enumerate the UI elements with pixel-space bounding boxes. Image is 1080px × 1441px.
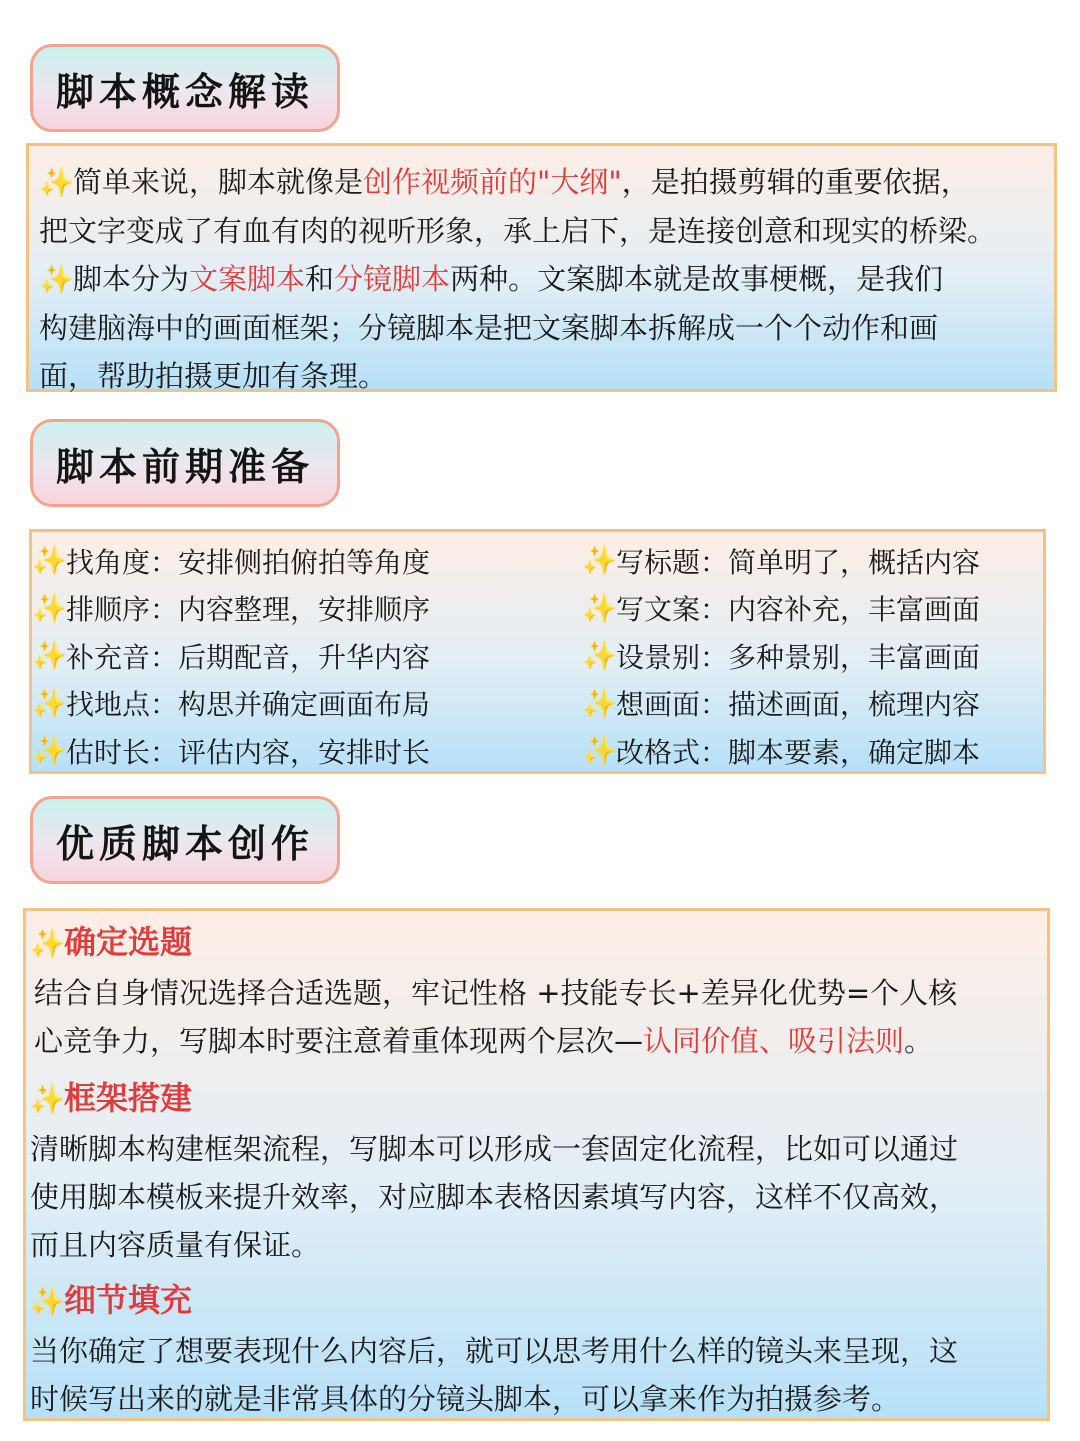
topic-line-2: 心竞争力，写脚本时要注意着重体现两个层次—认同价值、吸引法则。 [34,1024,934,1058]
concept-paragraph-1: ✨简单来说，脚本就像是创作视频前的"大纲"，是拍摄剪辑的重要依据， [39,158,1054,207]
section-title-text: 脚本前期准备 [55,444,314,489]
subheading-details: ✨细节填充 [30,1275,1047,1327]
sparkle-icon: ✨ [32,591,67,625]
list-item: ✨ 写文案：内容补充，丰富画面 [582,591,981,627]
preparation-box [29,529,1046,774]
sparkle-icon: ✨ [39,166,74,199]
sparkle-icon: ✨ [32,686,67,720]
list-item: ✨ 改格式：脚本要素，确定脚本 [582,734,981,769]
sparkle-icon: ✨ [32,544,67,578]
concept-paragraph-2-line2: 构建脑海中的画面框架；分镜脚本是把文案脚本拆解成一个个动作和画 [39,311,939,345]
list-item: ✨ 设景别：多种景别，丰富画面 [582,639,981,674]
list-item: ✨ 补充音：后期配音，升华内容 [32,639,431,674]
sparkle-icon: ✨ [30,927,65,960]
section-title-creation [30,796,340,884]
list-item: ✨ 排顺序：内容整理，安排顺序 [32,591,431,627]
list-item: ✨ 估时长：评估内容，安排时长 [32,734,431,769]
concept-paragraph-2-line3: 面，帮助拍摄更加有条理。 [39,359,388,393]
topic-line-1: 结合自身情况选择合适选题，牢记性格 +技能专长+差异化优势=个人核 [34,976,958,1010]
subheading-framework: ✨框架搭建 [30,1073,1047,1125]
sparkle-icon: ✨ [582,544,617,578]
details-line-2: 时候写出来的就是非常具体的分镜头脚本，可以拿来作为拍摄参考。 [30,1382,901,1416]
highlight-text: 创作视频前的"大纲" [363,165,622,199]
framework-line-1: 清晰脚本构建框架流程，写脚本可以形成一套固定化流程，比如可以通过 [30,1132,959,1166]
list-item: ✨ 找角度：安排侧拍俯拍等角度 [32,544,431,579]
sparkle-icon: ✨ [582,686,617,720]
preparation-left-column [32,537,430,775]
sparkle-icon: ✨ [32,734,67,768]
section-title-text: 脚本概念解读 [55,69,314,114]
list-item: ✨ 找地点：构思并确定画面布局 [32,686,431,722]
highlight-text: 文案脚本 [189,262,306,296]
sparkle-icon: ✨ [30,1285,65,1318]
sparkle-icon: ✨ [30,1083,65,1116]
subheading-topic: ✨确定选题 [30,917,1047,969]
highlight-text: 分镜脚本 [334,262,451,296]
sparkle-icon: ✨ [582,734,617,768]
concept-paragraph-1-line2: 把文字变成了有血有肉的视听形象，承上启下，是连接创意和现实的桥梁。 [39,214,997,248]
sparkle-icon: ✨ [582,639,617,673]
preparation-right-column [582,537,980,775]
list-item: ✨ 想画面：描述画面，梳理内容 [582,686,981,722]
section-title-concept [30,44,340,132]
section-title-preparation [30,419,340,507]
list-item: ✨ 写标题：简单明了，概括内容 [582,544,981,579]
framework-line-3: 而且内容质量有保证。 [30,1228,321,1262]
concept-box [26,143,1057,392]
sparkle-icon: ✨ [32,639,67,673]
framework-line-2: 使用脚本模板来提升效率，对应脚本表格因素填写内容，这样不仅高效， [30,1180,959,1214]
highlight-text: 认同价值、吸引法则 [643,1024,905,1058]
details-line-1: 当你确定了想要表现什么内容后，就可以思考用什么样的镜头来呈现，这 [30,1334,959,1368]
sparkle-icon: ✨ [39,263,74,296]
concept-paragraph-2: ✨脚本分为文案脚本和分镜脚本两种。文案脚本就是故事梗概，是我们 [39,255,1054,304]
section-title-text: 优质脚本创作 [55,821,314,866]
sparkle-icon: ✨ [582,591,617,625]
creation-box [23,908,1050,1421]
